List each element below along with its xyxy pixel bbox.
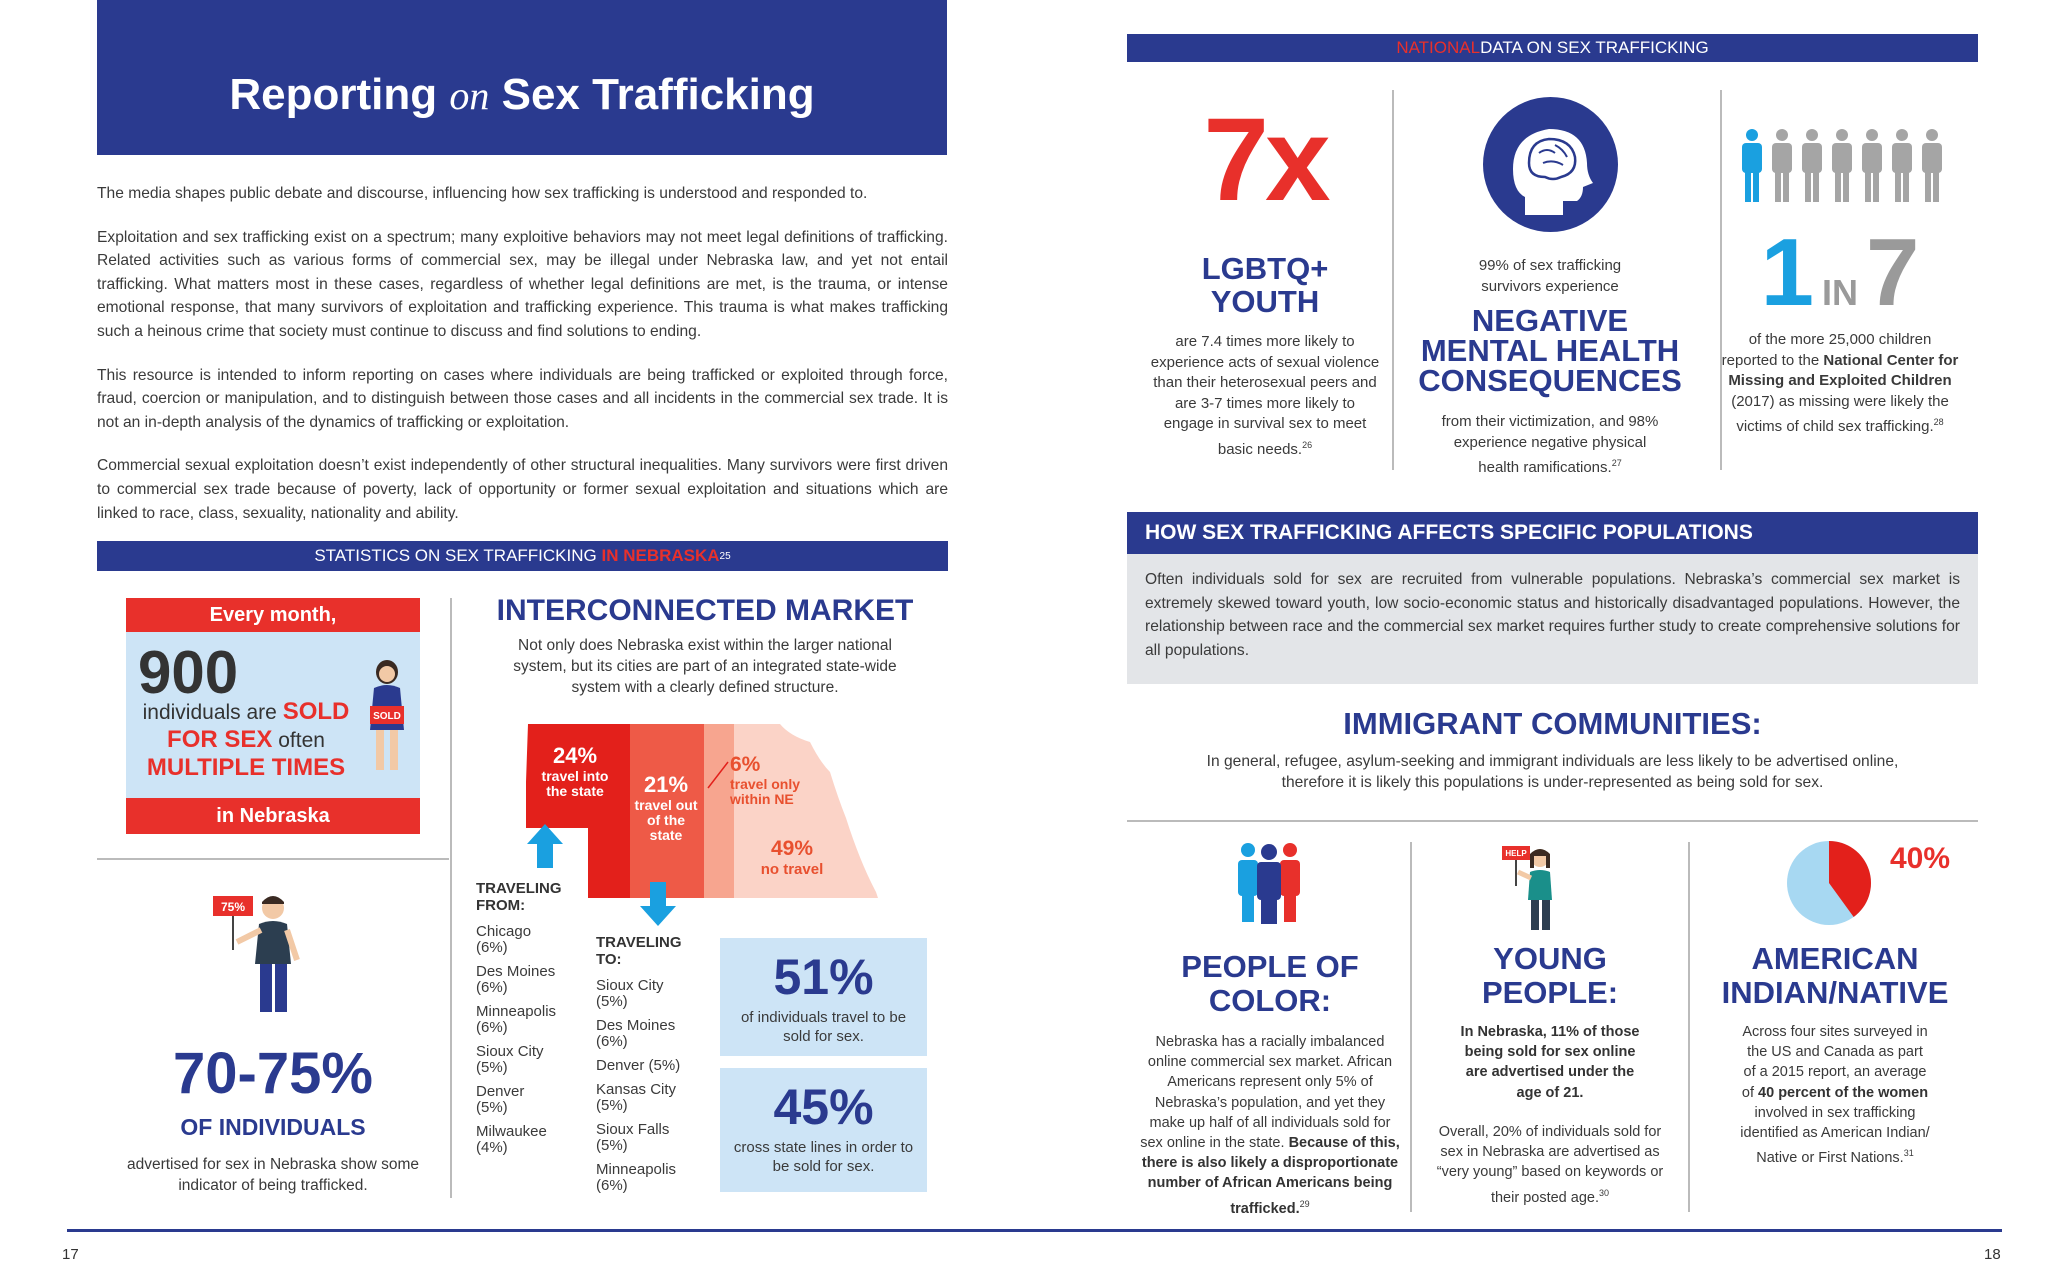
- head-brain-icon: [1483, 97, 1618, 232]
- map-label-none: 49% no travel: [760, 837, 824, 878]
- mental-health-title: NEGATIVE MENTAL HEALTH CONSEQUENCES: [1418, 303, 1682, 398]
- column-divider: [1392, 90, 1394, 470]
- month-description: individuals are SOLD FOR SEX often MULTIPLE TIMES: [142, 698, 350, 781]
- list-item: Sioux City (5%): [476, 1043, 544, 1076]
- list-item: Denver (5%): [476, 1083, 525, 1116]
- help-sign-text: HELP: [1505, 849, 1527, 858]
- american-indian-text: Across four sites surveyed in the US and Canada as part of a 2015 report, an average of 40 percent of the women involved in sex trafficking identified as American Indian/ Native or First Nations.$^{31}$: [1740, 1024, 1930, 1167]
- person-icon: [1772, 129, 1942, 202]
- stat-1-in-7: 1 IN7: [1760, 219, 1920, 326]
- woman-holding-sold-sign-icon: [360, 658, 414, 776]
- arrow-up-icon: [525, 822, 565, 870]
- stat-51-text: of individuals travel to be sold for sex.: [740, 1009, 907, 1045]
- young-people-title: YOUNG PEOPLE:: [1481, 941, 1619, 1010]
- section-divider: [97, 858, 449, 860]
- traveling-from-heading: TRAVELING FROM:: [476, 880, 562, 914]
- person-highlighted-icon: [1742, 129, 1762, 202]
- map-label-within: 6% travel only within NE: [730, 753, 801, 807]
- people-of-color-icon: [1236, 842, 1302, 924]
- intro-paragraph: Commercial sexual exploitation doesn’t exist independently of other structural inequalities. Many survivors were first driven to commercial sex trade because of poverty, lack of opportunity or former sexual exploitation and situations which are linked to race, class, sexuality, nationality and ability.: [97, 457, 948, 522]
- list-item: Des Moines (6%): [476, 963, 556, 996]
- stat-45-text: cross state lines in order to be sold for sex.: [733, 1139, 914, 1175]
- stat-7x: 7x: [1203, 94, 1327, 226]
- mental-health-text: from their victimization, and 98% experience negative physical health ramifications.$^{27}$: [1441, 413, 1659, 476]
- arrow-down-icon: [638, 880, 678, 928]
- stat-45-value: 45%: [773, 1079, 874, 1135]
- man-holding-75-sign-icon: [205, 890, 315, 1020]
- sold-sign-text: SOLD: [373, 711, 401, 722]
- month-number: 900: [138, 639, 239, 706]
- people-of-color-text: Nebraska has a racially imbalanced online commercial sex market. African Americans represent only 5% of Nebraska’s population, and yet they make up half of all individuals sold for sex online in the state. Because of this, there is also likely a disproportionate number of African Americans being trafficked.$^{29}$: [1140, 1034, 1400, 1217]
- list-item: Denver (5%): [596, 1057, 681, 1074]
- list-item: Minneapolis (6%): [596, 1161, 677, 1194]
- page-title: Reporting on Sex Trafficking: [229, 69, 815, 119]
- children-text: of the more 25,000 children reported to the National Center for Missing and Exploited Children (2017) as missing were likely the victims of child sex trafficking.$^{28}$: [1721, 331, 1959, 435]
- mental-health-intro: 99% of sex trafficking survivors experience: [1478, 257, 1622, 295]
- young-people-text: Overall, 20% of individuals sold for sex in Nebraska are advertised as “very young” based on keywords or their posted age.$^{30}$: [1436, 1124, 1664, 1206]
- sign-75-text: 75%: [220, 900, 246, 914]
- traveling-from-list: [476, 924, 556, 1164]
- stat-51-value: 51%: [773, 949, 874, 1005]
- every-month-label: Every month,: [126, 598, 420, 632]
- stat-40-percent: 40%: [1890, 842, 1951, 875]
- young-people-bold-text: In Nebraska, 11% of those being sold for sex online are advertised under the age of 21.: [1460, 1024, 1640, 1101]
- list-item: Sioux Falls (5%): [596, 1121, 670, 1154]
- immigrant-communities-text: In general, refugee, asylum-seeking and immigrant individuals are less likely to be advertised online, therefore it is likely this populations is under-represented as being sold for sex.: [1206, 753, 1899, 791]
- title-banner: [97, 0, 947, 155]
- map-label-into: 24% travel into the state: [541, 743, 609, 799]
- in-nebraska-label: in Nebraska: [126, 798, 420, 834]
- list-item: Chicago (6%): [476, 923, 532, 956]
- interconnected-market-text: Not only does Nebraska exist within the larger national system, but its cities are part of an integrated state-wide system with a clearly defined structure.: [513, 637, 897, 696]
- list-item: Des Moines (6%): [596, 1017, 676, 1050]
- populations-text-box: Often individuals sold for sex are recruited from vulnerable populations. Nebraska’s commercial sex market is extremely skewed toward youth, low socio-economic status and historically disadvantaged populations. However, the relationship between race and the commercial sex market requires further study to create comprehensive solutions for all populations.: [1127, 554, 1978, 684]
- immigrant-communities-title: IMMIGRANT COMMUNITIES:: [1343, 706, 1762, 741]
- stat-45-box: [720, 1068, 927, 1192]
- advertised-description: advertised for sex in Nebraska show some indicator of being trafficked.: [126, 1156, 420, 1194]
- people-of-color-title: PEOPLE OF COLOR:: [1181, 949, 1359, 1018]
- column-divider: [1688, 842, 1690, 1212]
- nebraska-stats-bar: STATISTICS ON SEX TRAFFICKING IN NEBRASKA 25: [97, 541, 948, 571]
- intro-paragraph: The media shapes public debate and discourse, influencing how sex trafficking is understood and responded to.: [97, 185, 868, 202]
- intro-paragraph: Exploitation and sex trafficking exist on a spectrum; many exploitive behaviors may not meet legal definitions of trafficking. Related activities such as various forms of commercial sex, may be illegal under Nebraska law, and yet not entail trafficking. What matters most in these cases, regardless of whether legal definitions are met, is the trauma, or intense emotional response, that many survivors of exploitation and trafficking experience. This trauma is what makes trafficking such a heinous crime that society must continue to discuss and find solutions to ending.: [97, 228, 948, 340]
- interconnected-market-title: INTERCONNECTED MARKET: [496, 594, 914, 627]
- intro-paragraph: This resource is intended to inform reporting on cases where individuals are being trafficked or exploited through force, fraud, coercion or manipulation, and to distinguish between those cases and all incidents in the commercial sex trade. It is not an in-depth analysis of the dynamics of trafficking or exploitation.: [97, 366, 948, 431]
- list-item: Minneapolis (6%): [476, 1003, 557, 1036]
- page-number-right: 18: [1984, 1246, 2001, 1263]
- intro-text: [97, 182, 948, 545]
- american-indian-title: AMERICAN INDIAN/NATIVE: [1721, 941, 1949, 1010]
- national-data-bar: NATIONAL DATA ON SEX TRAFFICKING: [1127, 34, 1978, 62]
- stat-70-75-percent: 70-75%: [173, 1041, 373, 1106]
- people-1-in-7-icon: [1738, 128, 1950, 204]
- populations-heading-bar: HOW SEX TRAFFICKING AFFECTS SPECIFIC POPULATIONS: [1127, 512, 1978, 554]
- traveling-to-heading: TRAVELING TO:: [596, 934, 682, 968]
- section-divider: [1127, 820, 1978, 822]
- list-item: Kansas City (5%): [596, 1081, 677, 1114]
- lgbt-youth-text: are 7.4 times more likely to experience acts of sexual violence than their heterosexual peers and are 3-7 times more likely to engage in survival sex to meet basic needs.$^{26}$: [1150, 333, 1380, 458]
- every-month-box: [126, 598, 420, 834]
- stat-51-box: [720, 938, 927, 1056]
- map-label-out: 21% travel out of the state: [634, 772, 698, 843]
- of-individuals-label: OF INDIVIDUALS: [180, 1114, 366, 1140]
- lgbt-youth-title: LGBTQ+ YOUTH: [1201, 251, 1329, 319]
- column-divider: [450, 598, 452, 1198]
- footer-rule: [67, 1229, 2002, 1232]
- native-pie-chart: [1784, 838, 1874, 928]
- column-divider: [1410, 842, 1412, 1212]
- map-region-within: [704, 724, 734, 898]
- list-item: Milwaukee (4%): [476, 1123, 547, 1156]
- traveling-to-list: [596, 978, 680, 1202]
- list-item: Sioux City (5%): [596, 977, 664, 1010]
- young-person-help-sign-icon: [1500, 842, 1564, 932]
- page-number-left: 17: [62, 1246, 79, 1263]
